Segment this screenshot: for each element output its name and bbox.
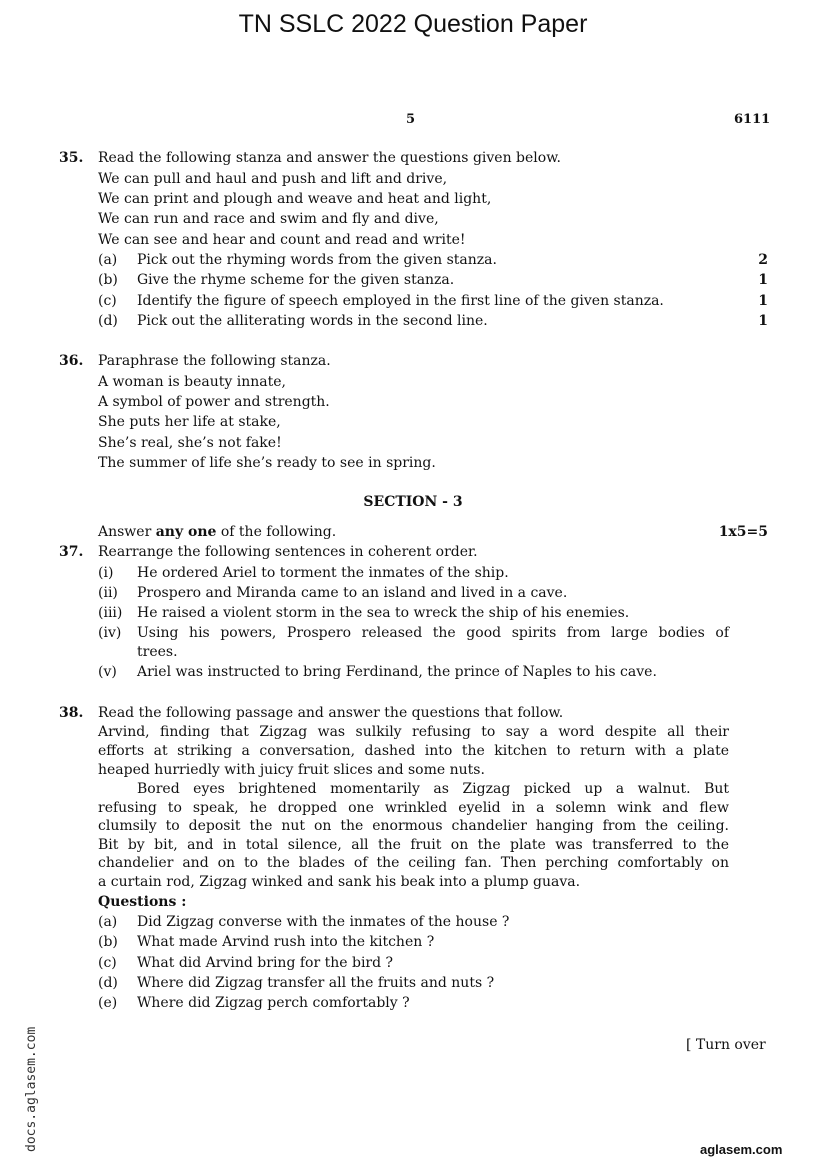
item-label: (b) <box>98 272 118 288</box>
stanza-line: A symbol of power and strength. <box>98 394 330 410</box>
instruction-emphasis: any one <box>155 524 217 540</box>
page-number: 5 <box>406 112 416 127</box>
stanza-line: We can run and race and swim and fly and dive, <box>98 211 439 227</box>
question-intro: Read the following passage and answer the questions that follow. <box>98 705 564 721</box>
item-text: Using his powers, Prospero released the good spirits from large bodies of <box>137 625 729 641</box>
stanza-line: We can see and hear and count and read and write! <box>98 232 466 248</box>
item-text: He ordered Ariel to torment the inmates of the ship. <box>137 565 509 581</box>
item-text: Prospero and Miranda came to an island and lived in a cave. <box>137 585 568 601</box>
question-number: 35. <box>59 150 84 166</box>
passage-line: chandelier and on to the blades of the ceiling fan. Then perching comfortably on <box>98 855 729 871</box>
stanza-line: We can pull and haul and push and lift and drive, <box>98 171 448 187</box>
passage-line: Bit by bit, and in total silence, all the fruit on the plate was transferred to the <box>98 837 729 853</box>
item-text: Where did Zigzag perch comfortably ? <box>137 995 410 1011</box>
item-label: (d) <box>98 313 118 329</box>
brand-footer: aglasem.com <box>700 1142 783 1157</box>
turn-over-note: [ Turn over <box>686 1037 766 1053</box>
item-marks: 1 <box>758 272 768 288</box>
item-marks: 2 <box>758 252 768 268</box>
item-label: (e) <box>98 995 118 1011</box>
instruction-text <box>98 522 336 542</box>
section-marks: 1x5=5 <box>718 524 768 540</box>
instruction-pre: Answer <box>98 524 156 540</box>
paper-code: 6111 <box>734 112 771 127</box>
passage-line: refusing to speak, he dropped one wrinkled eyelid in a solemn wink and flew <box>98 800 729 816</box>
question-number: 36. <box>59 353 84 369</box>
question-number: 38. <box>59 705 84 721</box>
item-label: (ii) <box>98 585 118 601</box>
question-number: 37. <box>59 544 84 560</box>
stanza-line: She puts her life at stake, <box>98 414 281 430</box>
item-text: He raised a violent storm in the sea to wreck the ship of his enemies. <box>137 605 630 621</box>
item-label: (a) <box>98 252 118 268</box>
question-intro: Paraphrase the following stanza. <box>98 353 331 369</box>
item-label: (iv) <box>98 625 122 641</box>
page-banner-title: TN SSLC 2022 Question Paper <box>238 10 588 38</box>
instruction-post: of the following. <box>216 524 337 540</box>
passage-line: a curtain rod, Zigzag winked and sank his beak into a plump guava. <box>98 874 581 890</box>
stanza-line: We can print and plough and weave and heat and light, <box>98 191 492 207</box>
item-text: Where did Zigzag transfer all the fruits and nuts ? <box>137 975 495 991</box>
item-text: What made Arvind rush into the kitchen ? <box>137 934 435 950</box>
question-intro: Read the following stanza and answer the questions given below. <box>98 150 561 166</box>
passage-line: heaped hurriedly with juicy fruit slices and some nuts. <box>98 762 485 778</box>
section-title: SECTION - 3 <box>363 494 463 510</box>
item-label: (c) <box>98 293 117 309</box>
stanza-line: The summer of life she’s ready to see in spring. <box>98 455 436 471</box>
item-label: (b) <box>98 934 118 950</box>
item-text: Identify the figure of speech employed in the first line of the given stanza. <box>137 293 664 309</box>
stanza-line: She’s real, she’s not fake! <box>98 435 282 451</box>
item-label: (v) <box>98 664 117 680</box>
item-label: (c) <box>98 955 117 971</box>
side-watermark: docs.aglasem.com <box>24 1026 39 1152</box>
questions-heading: Questions : <box>98 894 187 910</box>
passage-line: Arvind, finding that Zigzag was sulkily refusing to say a word despite all their <box>98 724 729 740</box>
stanza-line: A woman is beauty innate, <box>98 374 286 390</box>
item-label: (d) <box>98 975 118 991</box>
item-label: (a) <box>98 914 118 930</box>
item-text: Pick out the alliterating words in the second line. <box>137 313 488 329</box>
item-marks: 1 <box>758 293 768 309</box>
question-intro: Rearrange the following sentences in coherent order. <box>98 544 478 560</box>
item-text-continued: trees. <box>137 644 178 660</box>
item-label: (i) <box>98 565 114 581</box>
item-text: Ariel was instructed to bring Ferdinand, the prince of Naples to his cave. <box>137 664 657 680</box>
item-text: Give the rhyme scheme for the given stanza. <box>137 272 455 288</box>
passage-line: efforts at striking a conversation, dashed into the kitchen to return with a plate <box>98 743 729 759</box>
item-text: Pick out the rhyming words from the given stanza. <box>137 252 497 268</box>
passage-line: clumsily to deposit the nut on the enormous chandelier hanging from the ceiling. <box>98 818 729 834</box>
item-text: What did Arvind bring for the bird ? <box>137 955 394 971</box>
item-marks: 1 <box>758 313 768 329</box>
passage-line: Bored eyes brightened momentarily as Zigzag picked up a walnut. But <box>137 781 729 797</box>
item-label: (iii) <box>98 605 123 621</box>
item-text: Did Zigzag converse with the inmates of the house ? <box>137 914 510 930</box>
